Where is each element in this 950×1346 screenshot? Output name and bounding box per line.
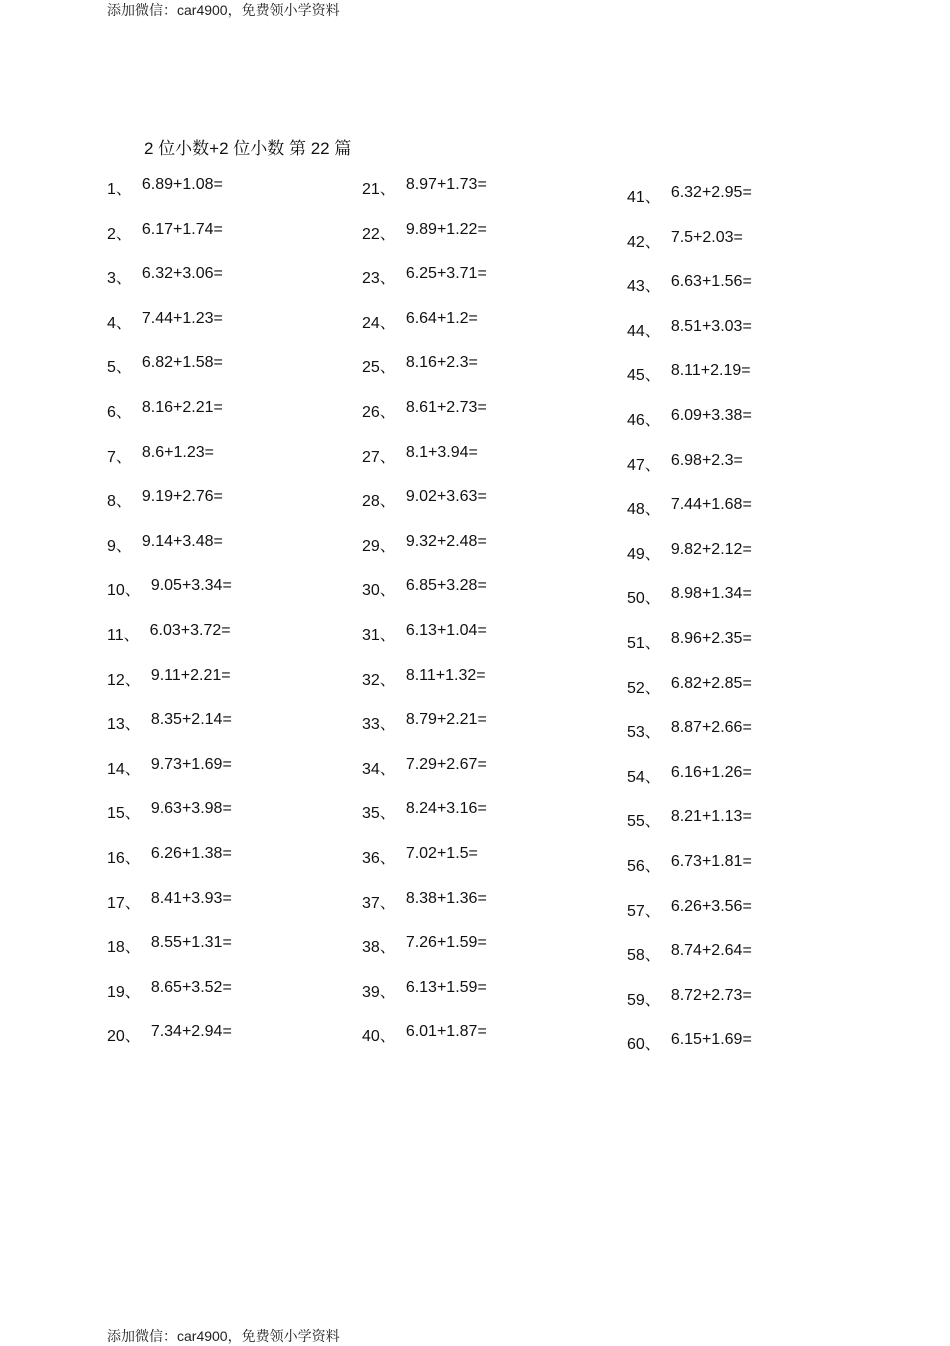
problem-item <box>627 764 752 809</box>
problem-number: 24、 <box>362 314 396 332</box>
header-watermark: 添加微信：car4900，免费领小学资料 <box>107 2 340 18</box>
problem-number: 26、 <box>362 403 396 421</box>
problem-expression: 9.19+2.76= <box>141 488 223 506</box>
problem-item <box>627 719 752 764</box>
problem-item <box>362 399 487 444</box>
problem-expression: 8.41+3.93= <box>150 889 232 907</box>
problem-number: 1、 <box>107 181 132 198</box>
problem-item <box>107 979 232 1024</box>
problem-expression: 8.1+3.94= <box>405 443 478 461</box>
problem-expression: 6.17+1.74= <box>141 220 223 238</box>
problem-expression: 6.01+1.87= <box>405 1023 487 1041</box>
problem-item <box>107 845 232 890</box>
problem-number: 29、 <box>362 537 396 555</box>
problem-number: 17、 <box>107 894 141 912</box>
problem-expression: 7.26+1.59= <box>405 934 487 952</box>
problem-item <box>107 265 232 310</box>
problem-item <box>362 800 487 845</box>
problem-item <box>107 354 232 399</box>
problem-expression: 6.63+1.56= <box>670 273 752 291</box>
problem-number: 8、 <box>107 493 132 511</box>
problem-number: 52、 <box>627 679 661 697</box>
problem-expression: 6.32+3.06= <box>141 265 223 283</box>
problem-expression: 8.24+3.16= <box>405 800 487 818</box>
problem-expression: 6.03+3.72= <box>149 621 231 639</box>
problem-item <box>362 756 487 801</box>
problem-item <box>107 310 232 355</box>
problem-number: 55、 <box>627 813 661 831</box>
problem-expression: 6.26+1.38= <box>150 844 232 862</box>
problem-expression: 6.73+1.81= <box>670 852 752 870</box>
problem-item <box>362 622 487 667</box>
problem-number: 12、 <box>107 671 141 689</box>
problem-number: 18、 <box>107 939 141 957</box>
problem-item <box>362 711 487 756</box>
problem-number: 14、 <box>107 760 141 778</box>
problem-column-2 <box>362 176 487 1068</box>
problem-expression: 6.82+2.85= <box>670 674 752 692</box>
problem-number: 54、 <box>627 768 661 786</box>
problem-expression: 6.89+1.08= <box>141 176 223 193</box>
problem-number: 28、 <box>362 493 396 511</box>
problem-number: 58、 <box>627 947 661 965</box>
problem-expression: 7.29+2.67= <box>405 755 487 773</box>
problem-number: 53、 <box>627 724 661 742</box>
problem-expression: 8.11+1.32= <box>405 666 486 684</box>
worksheet-title: 2 位小数+2 位小数 第 22 篇 <box>144 139 352 158</box>
problem-item <box>627 585 752 630</box>
problem-item <box>107 577 232 622</box>
problem-column-1 <box>107 176 232 1068</box>
problem-expression: 6.26+3.56= <box>670 897 752 915</box>
problem-expression: 6.32+2.95= <box>670 184 752 201</box>
problem-item <box>627 273 752 318</box>
problem-item <box>362 533 487 578</box>
problem-number: 46、 <box>627 411 661 429</box>
problem-expression: 6.09+3.38= <box>670 406 752 424</box>
problem-number: 3、 <box>107 270 132 288</box>
problem-item <box>362 979 487 1024</box>
problem-number: 23、 <box>362 270 396 288</box>
problem-number: 6、 <box>107 403 132 421</box>
problem-item <box>107 488 232 533</box>
problem-item <box>627 987 752 1032</box>
problem-number: 9、 <box>107 537 132 555</box>
problem-expression: 9.02+3.63= <box>405 488 487 506</box>
problem-item <box>627 630 752 675</box>
problem-expression: 9.14+3.48= <box>141 532 223 550</box>
problem-expression: 9.63+3.98= <box>150 800 232 818</box>
problem-number: 49、 <box>627 545 661 563</box>
problem-number: 34、 <box>362 760 396 778</box>
problem-number: 22、 <box>362 225 396 243</box>
problem-item <box>627 362 752 407</box>
problem-item <box>627 318 752 363</box>
problem-number: 47、 <box>627 456 661 474</box>
problem-number: 42、 <box>627 233 661 251</box>
problem-expression: 8.96+2.35= <box>670 629 752 647</box>
problem-number: 19、 <box>107 983 141 1001</box>
problem-number: 36、 <box>362 849 396 867</box>
problem-item <box>627 853 752 898</box>
problem-item <box>627 942 752 987</box>
problem-item <box>107 711 232 756</box>
problem-item <box>107 399 232 444</box>
problem-column-3 <box>627 184 752 1076</box>
problem-number: 30、 <box>362 582 396 600</box>
problem-number: 7、 <box>107 448 132 466</box>
problem-item <box>107 176 232 221</box>
problem-expression: 9.11+2.21= <box>150 666 231 684</box>
problem-item <box>362 667 487 712</box>
problem-number: 2、 <box>107 225 132 243</box>
problem-number: 13、 <box>107 716 141 734</box>
problem-expression: 8.87+2.66= <box>670 719 752 737</box>
problem-number: 25、 <box>362 359 396 377</box>
problem-number: 10、 <box>107 582 141 600</box>
problem-item <box>362 176 487 221</box>
problem-item <box>627 808 752 853</box>
problem-item <box>107 890 232 935</box>
problem-number: 5、 <box>107 359 132 377</box>
problem-expression: 9.89+1.22= <box>405 220 487 238</box>
problem-expression: 8.98+1.34= <box>670 585 752 603</box>
problem-item <box>627 1031 752 1076</box>
problem-item <box>627 407 752 452</box>
problem-expression: 6.64+1.2= <box>405 309 478 327</box>
problem-expression: 6.15+1.69= <box>670 1031 752 1049</box>
problem-expression: 8.21+1.13= <box>670 808 752 826</box>
problem-item <box>627 675 752 720</box>
problem-item <box>627 541 752 586</box>
problem-expression: 7.5+2.03= <box>670 228 743 246</box>
problem-number: 16、 <box>107 849 141 867</box>
problem-expression: 9.05+3.34= <box>150 577 232 595</box>
problem-expression: 8.11+2.19= <box>670 362 751 380</box>
problem-expression: 6.85+3.28= <box>405 577 487 595</box>
problem-number: 45、 <box>627 367 661 385</box>
problem-number: 59、 <box>627 991 661 1009</box>
problem-item <box>107 444 232 489</box>
problem-expression: 8.79+2.21= <box>405 711 487 729</box>
problem-expression: 6.13+1.59= <box>405 978 487 996</box>
problem-number: 4、 <box>107 314 132 332</box>
problem-expression: 7.44+1.68= <box>670 496 752 514</box>
problem-item <box>107 934 232 979</box>
problem-expression: 9.82+2.12= <box>670 540 752 558</box>
problem-expression: 6.82+1.58= <box>141 354 223 372</box>
problem-item <box>362 310 487 355</box>
problem-expression: 8.35+2.14= <box>150 711 232 729</box>
problem-number: 39、 <box>362 983 396 1001</box>
problem-item <box>627 229 752 274</box>
problem-item <box>107 1023 232 1068</box>
problem-item <box>107 221 232 266</box>
problem-item <box>107 622 232 667</box>
problem-expression: 8.51+3.03= <box>670 317 752 335</box>
problem-expression: 6.25+3.71= <box>405 265 487 283</box>
problem-expression: 7.34+2.94= <box>150 1023 232 1041</box>
problem-number: 21、 <box>362 181 396 198</box>
problem-number: 11、 <box>107 626 140 644</box>
problem-item <box>362 577 487 622</box>
problem-number: 15、 <box>107 805 141 823</box>
problem-item <box>362 890 487 935</box>
problem-number: 48、 <box>627 501 661 519</box>
problem-expression: 7.02+1.5= <box>405 844 478 862</box>
problem-number: 38、 <box>362 939 396 957</box>
problem-number: 33、 <box>362 716 396 734</box>
problem-expression: 8.38+1.36= <box>405 889 487 907</box>
problem-number: 31、 <box>362 626 396 644</box>
problem-item <box>362 265 487 310</box>
problem-number: 27、 <box>362 448 396 466</box>
problem-item <box>107 533 232 578</box>
problem-expression: 8.65+3.52= <box>150 978 232 996</box>
problem-item <box>362 354 487 399</box>
problem-item <box>627 898 752 943</box>
problem-item <box>362 444 487 489</box>
problem-expression: 8.97+1.73= <box>405 176 487 193</box>
problem-item <box>627 452 752 497</box>
problem-item <box>362 1023 487 1068</box>
problem-item <box>362 488 487 533</box>
problem-number: 60、 <box>627 1036 661 1054</box>
problem-number: 35、 <box>362 805 396 823</box>
problem-expression: 8.16+2.3= <box>405 354 478 372</box>
problem-item <box>107 800 232 845</box>
problem-number: 56、 <box>627 857 661 875</box>
problem-expression: 6.13+1.04= <box>405 621 487 639</box>
problem-expression: 7.44+1.23= <box>141 309 223 327</box>
problem-item <box>362 845 487 890</box>
problem-number: 50、 <box>627 590 661 608</box>
problem-number: 51、 <box>627 634 661 652</box>
problem-expression: 8.72+2.73= <box>670 986 752 1004</box>
problem-number: 57、 <box>627 902 661 920</box>
problem-number: 41、 <box>627 189 661 206</box>
problem-number: 37、 <box>362 894 396 912</box>
problem-number: 32、 <box>362 671 396 689</box>
footer-watermark: 添加微信：car4900，免费领小学资料 <box>107 1328 340 1344</box>
problem-item <box>627 496 752 541</box>
problem-item <box>107 667 232 712</box>
problem-number: 44、 <box>627 322 661 340</box>
problem-expression: 6.98+2.3= <box>670 451 743 469</box>
problem-number: 43、 <box>627 278 661 296</box>
problem-number: 40、 <box>362 1028 396 1046</box>
problem-item <box>627 184 752 229</box>
problem-item <box>362 934 487 979</box>
problem-number: 20、 <box>107 1028 141 1046</box>
problem-item <box>107 756 232 801</box>
problem-expression: 6.16+1.26= <box>670 763 752 781</box>
problem-expression: 8.6+1.23= <box>141 443 214 461</box>
problem-expression: 8.74+2.64= <box>670 942 752 960</box>
problem-item <box>362 221 487 266</box>
problem-expression: 9.73+1.69= <box>150 755 232 773</box>
problem-expression: 8.16+2.21= <box>141 398 223 416</box>
problem-expression: 8.61+2.73= <box>405 398 487 416</box>
problem-expression: 8.55+1.31= <box>150 934 232 952</box>
problem-expression: 9.32+2.48= <box>405 532 487 550</box>
